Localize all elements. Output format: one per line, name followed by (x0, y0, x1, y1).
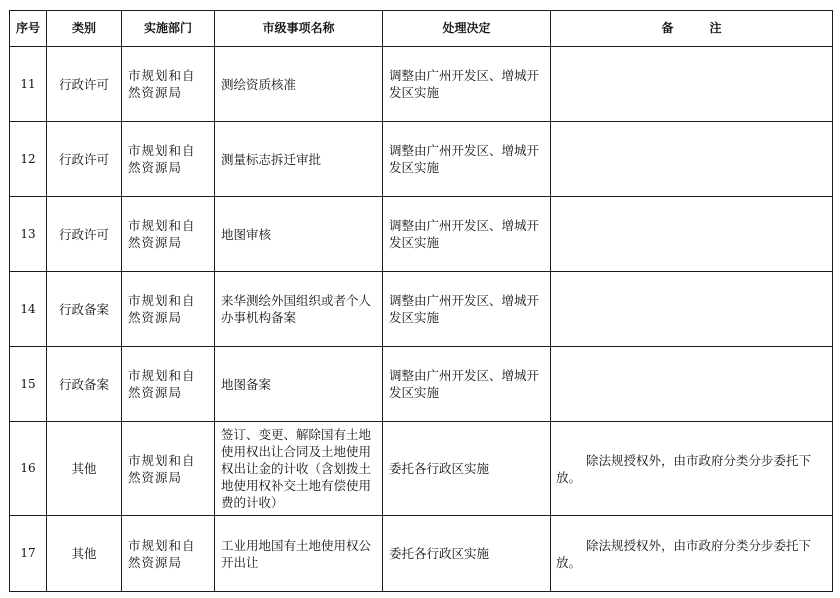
row-note-text: 除法规授权外，由市政府分类分步委托下放。 (556, 537, 812, 570)
row-item-name: 工业用地国有土地使用权公开出让 (215, 516, 383, 592)
header-note-char-2: 注 (709, 21, 722, 35)
row-num: 17 (10, 516, 47, 592)
row-decision: 调整由广州开发区、增城开发区实施 (383, 347, 551, 422)
row-num: 16 (10, 422, 47, 516)
row-decision: 调整由广州开发区、增城开发区实施 (383, 47, 551, 122)
header-note (551, 11, 833, 47)
row-category: 行政许可 (47, 197, 122, 272)
row-department: 市规划和自然资源局 (122, 122, 215, 197)
row-item-name: 测量标志拆迁审批 (215, 122, 383, 197)
row-decision: 委托各行政区实施 (383, 516, 551, 592)
row-note (551, 122, 833, 197)
row-category: 行政备案 (47, 347, 122, 422)
row-decision: 调整由广州开发区、增城开发区实施 (383, 122, 551, 197)
row-note (551, 47, 833, 122)
row-note (551, 272, 833, 347)
header-department: 实施部门 (122, 11, 215, 47)
row-num: 14 (10, 272, 47, 347)
table-row (10, 516, 833, 592)
row-category: 行政备案 (47, 272, 122, 347)
row-item-name: 测绘资质核准 (215, 47, 383, 122)
table-row (10, 122, 833, 197)
row-item-name: 地图备案 (215, 347, 383, 422)
row-category: 行政许可 (47, 47, 122, 122)
table-row (10, 422, 833, 516)
table-row (10, 272, 833, 347)
row-decision: 委托各行政区实施 (383, 422, 551, 516)
row-decision: 调整由广州开发区、增城开发区实施 (383, 197, 551, 272)
table-row (10, 347, 833, 422)
row-item-name: 地图审核 (215, 197, 383, 272)
row-department: 市规划和自然资源局 (122, 47, 215, 122)
header-decision: 处理决定 (383, 11, 551, 47)
row-department: 市规划和自然资源局 (122, 272, 215, 347)
matters-table (9, 10, 833, 592)
row-num: 15 (10, 347, 47, 422)
row-category: 其他 (47, 422, 122, 516)
row-note-text: 除法规授权外，由市政府分类分步委托下放。 (556, 452, 812, 485)
row-item-name: 来华测绘外国组织或者个人办事机构备案 (215, 272, 383, 347)
row-num: 13 (10, 197, 47, 272)
header-row (10, 11, 833, 47)
row-department: 市规划和自然资源局 (122, 197, 215, 272)
header-note-char-1: 备 (661, 21, 674, 35)
row-department: 市规划和自然资源局 (122, 347, 215, 422)
table-row (10, 197, 833, 272)
row-note (551, 422, 833, 516)
table-row (10, 47, 833, 122)
row-num: 11 (10, 47, 47, 122)
header-num: 序号 (10, 11, 47, 47)
header-category: 类别 (47, 11, 122, 47)
row-note (551, 197, 833, 272)
row-category: 行政许可 (47, 122, 122, 197)
row-decision: 调整由广州开发区、增城开发区实施 (383, 272, 551, 347)
row-department: 市规划和自然资源局 (122, 516, 215, 592)
row-num: 12 (10, 122, 47, 197)
row-item-name: 签订、变更、解除国有土地使用权出让合同及土地使用权出让金的计收（含划拨土地使用权补交土地有偿使用费的计收） (215, 422, 383, 516)
row-category: 其他 (47, 516, 122, 592)
row-note (551, 347, 833, 422)
row-department: 市规划和自然资源局 (122, 422, 215, 516)
row-note (551, 516, 833, 592)
header-item-name: 市级事项名称 (215, 11, 383, 47)
